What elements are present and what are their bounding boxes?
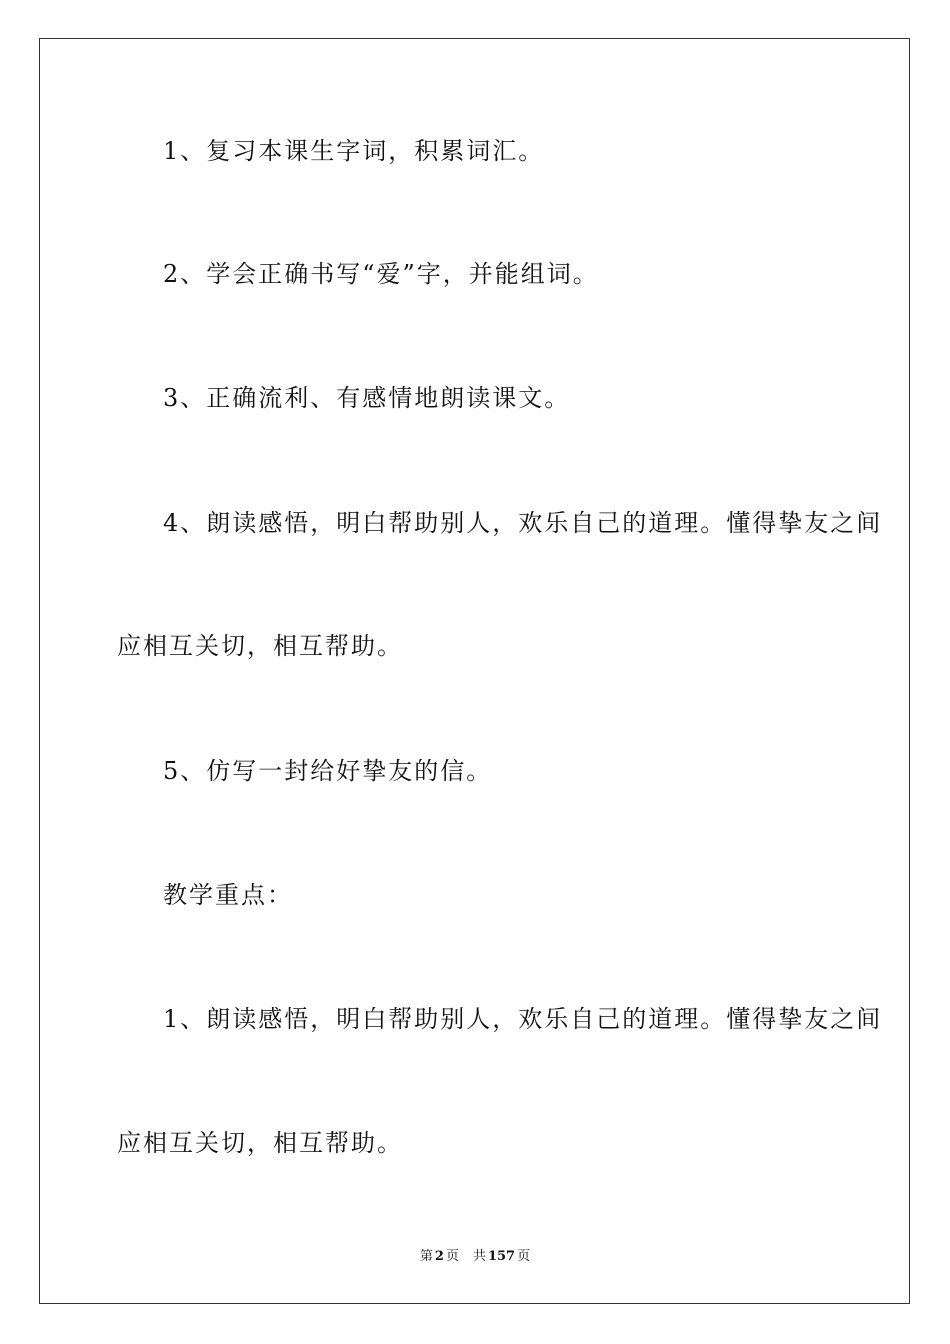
footer-total-suffix: 页	[517, 1249, 531, 1264]
footer-page-suffix: 页	[445, 1249, 459, 1264]
paragraph-objective-2: 2、学会正确书写“爱”字，并能组词。	[163, 260, 599, 288]
page-border	[39, 38, 910, 1304]
section-heading-key-points: 教学重点：	[163, 881, 293, 909]
paragraph-objective-4-continued: 应相互关切，相互帮助。	[117, 632, 403, 660]
paragraph-key-point-1-continued: 应相互关切，相互帮助。	[117, 1129, 403, 1157]
paragraph-objective-5: 5、仿写一封给好挚友的信。	[163, 757, 493, 785]
footer-page-prefix: 第	[419, 1249, 433, 1264]
footer-total-prefix: 共	[472, 1249, 486, 1264]
page-footer	[0, 1248, 950, 1266]
footer-page-number: 2	[434, 1249, 444, 1264]
paragraph-objective-3: 3、正确流利、有感情地朗读课文。	[163, 384, 571, 412]
footer-total-pages: 157	[487, 1249, 516, 1264]
paragraph-objective-4: 4、朗读感悟，明白帮助别人，欢乐自己的道理。懂得挚友之间	[163, 509, 883, 537]
paragraph-key-point-1: 1、朗读感悟，明白帮助别人，欢乐自己的道理。懂得挚友之间	[163, 1005, 883, 1033]
paragraph-objective-1: 1、复习本课生字词，积累词汇。	[163, 137, 545, 165]
